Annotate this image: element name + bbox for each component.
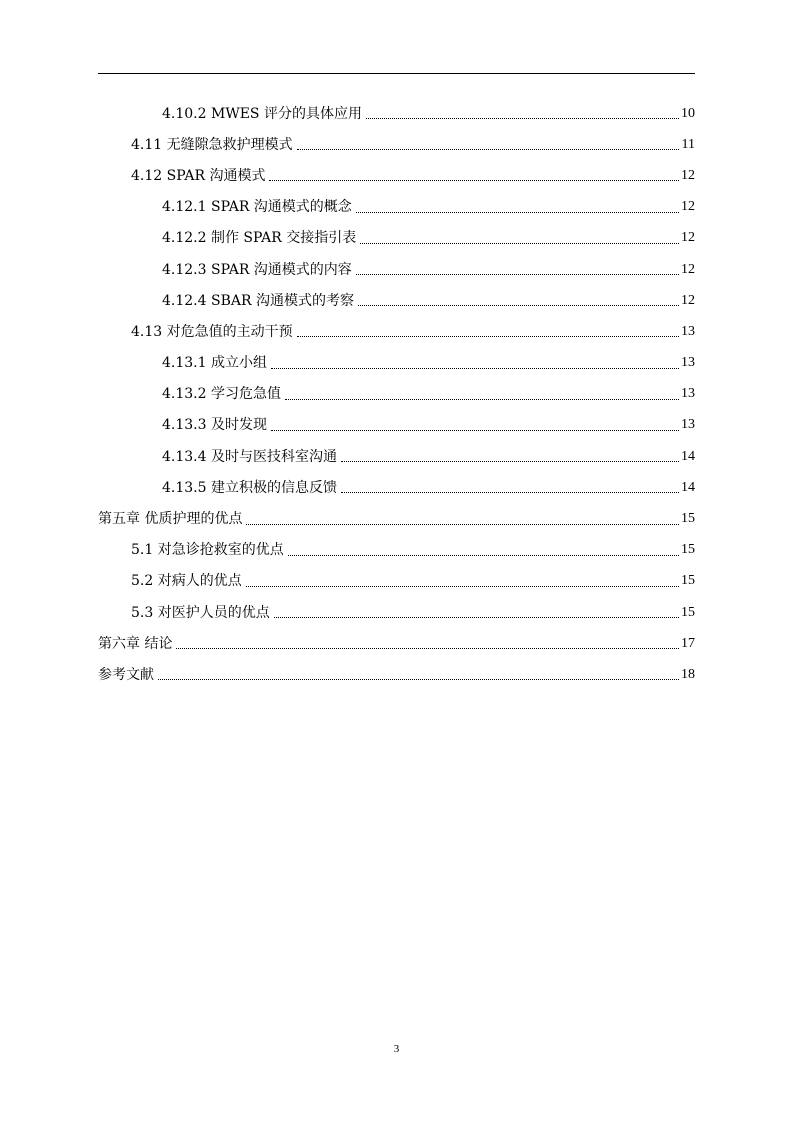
toc-leader-dots [360,242,679,244]
toc-entry[interactable] [98,379,695,410]
toc-entry[interactable] [98,192,695,223]
toc-entry-title: 4.13 对危急值的主动干预 [131,323,293,340]
toc-entry-title: 第五章 优质护理的优点 [98,511,243,528]
toc-leader-dots [297,148,679,150]
toc-entry[interactable] [98,441,695,472]
toc-entry-page: 12 [681,292,695,308]
toc-leader-dots [271,367,679,369]
toc-entry-title: 第六章 结论 [98,635,173,652]
toc-entry[interactable] [98,628,695,659]
toc-entry-page: 15 [681,511,695,527]
toc-entry[interactable] [98,223,695,254]
toc-entry-page: 13 [681,417,695,433]
toc-entry-title: 4.12 SPAR 沟通模式 [131,167,266,184]
toc-leader-dots [271,429,679,431]
toc-leader-dots [274,616,679,618]
toc-leader-dots [158,678,679,680]
toc-entry-title: 4.12.4 SBAR 沟通模式的考察 [162,292,354,309]
toc-leader-dots [341,491,679,493]
toc-entry-title: 5.3 对医护人员的优点 [131,604,270,621]
toc-leader-dots [366,117,679,119]
page-number: 3 [393,1043,400,1055]
toc-entry-page: 15 [681,542,695,558]
toc-entry-page: 12 [681,261,695,277]
toc-entry-title: 4.13.5 建立积极的信息反馈 [162,479,337,496]
toc-entry-page: 12 [681,199,695,215]
toc-entry-page: 18 [681,666,695,682]
toc-entry[interactable] [98,98,695,129]
toc-entry[interactable] [98,160,695,191]
toc-entry[interactable] [98,285,695,316]
toc-entry-title: 4.11 无缝隙急救护理模式 [131,136,293,153]
toc-entry[interactable] [98,472,695,503]
toc-entry-page: 10 [681,105,695,121]
toc-entry-page: 13 [681,323,695,339]
header-rule [98,73,695,74]
toc-entry[interactable] [98,597,695,628]
toc-entry-title: 4.13.1 成立小组 [162,355,267,372]
toc-leader-dots [297,335,679,337]
toc-entry-title: 4.13.3 及时发现 [162,417,267,434]
table-of-contents [98,98,695,691]
toc-entry-title: 4.13.2 学习危急值 [162,386,281,403]
toc-entry-page: 15 [681,604,695,620]
toc-entry[interactable] [98,129,695,160]
toc-entry-title: 4.10.2 MWES 评分的具体应用 [162,105,362,122]
toc-leader-dots [176,647,679,649]
toc-entry-page: 13 [681,355,695,371]
toc-entry-page: 12 [681,167,695,183]
toc-entry-title: 5.1 对急诊抢救室的优点 [131,542,284,559]
toc-entry-title: 4.12.2 制作 SPAR 交接指引表 [162,230,357,247]
toc-leader-dots [341,460,679,462]
toc-leader-dots [356,273,679,275]
toc-leader-dots [285,398,679,400]
toc-leader-dots [288,554,679,556]
toc-entry-page: 11 [681,136,695,152]
toc-entry-page: 14 [681,448,695,464]
toc-leader-dots [358,304,679,306]
toc-entry-page: 13 [681,386,695,402]
toc-entry-title: 4.12.1 SPAR 沟通模式的概念 [162,199,352,216]
toc-leader-dots [269,179,679,181]
toc-entry-page: 15 [681,573,695,589]
toc-entry[interactable] [98,348,695,379]
toc-leader-dots [246,585,679,587]
toc-entry[interactable] [98,659,695,690]
toc-entry-page: 12 [681,230,695,246]
toc-entry-title: 参考文献 [98,666,154,683]
toc-entry-title: 4.13.4 及时与医技科室沟通 [162,448,337,465]
toc-leader-dots [356,211,679,213]
toc-leader-dots [246,523,679,525]
toc-entry-page: 14 [681,479,695,495]
toc-entry[interactable] [98,503,695,534]
toc-entry[interactable] [98,254,695,285]
toc-entry-page: 17 [681,635,695,651]
toc-entry[interactable] [98,566,695,597]
toc-entry-title: 5.2 对病人的优点 [131,573,242,590]
toc-entry-title: 4.12.3 SPAR 沟通模式的内容 [162,261,352,278]
toc-entry[interactable] [98,535,695,566]
toc-entry[interactable] [98,410,695,441]
toc-entry[interactable] [98,316,695,347]
